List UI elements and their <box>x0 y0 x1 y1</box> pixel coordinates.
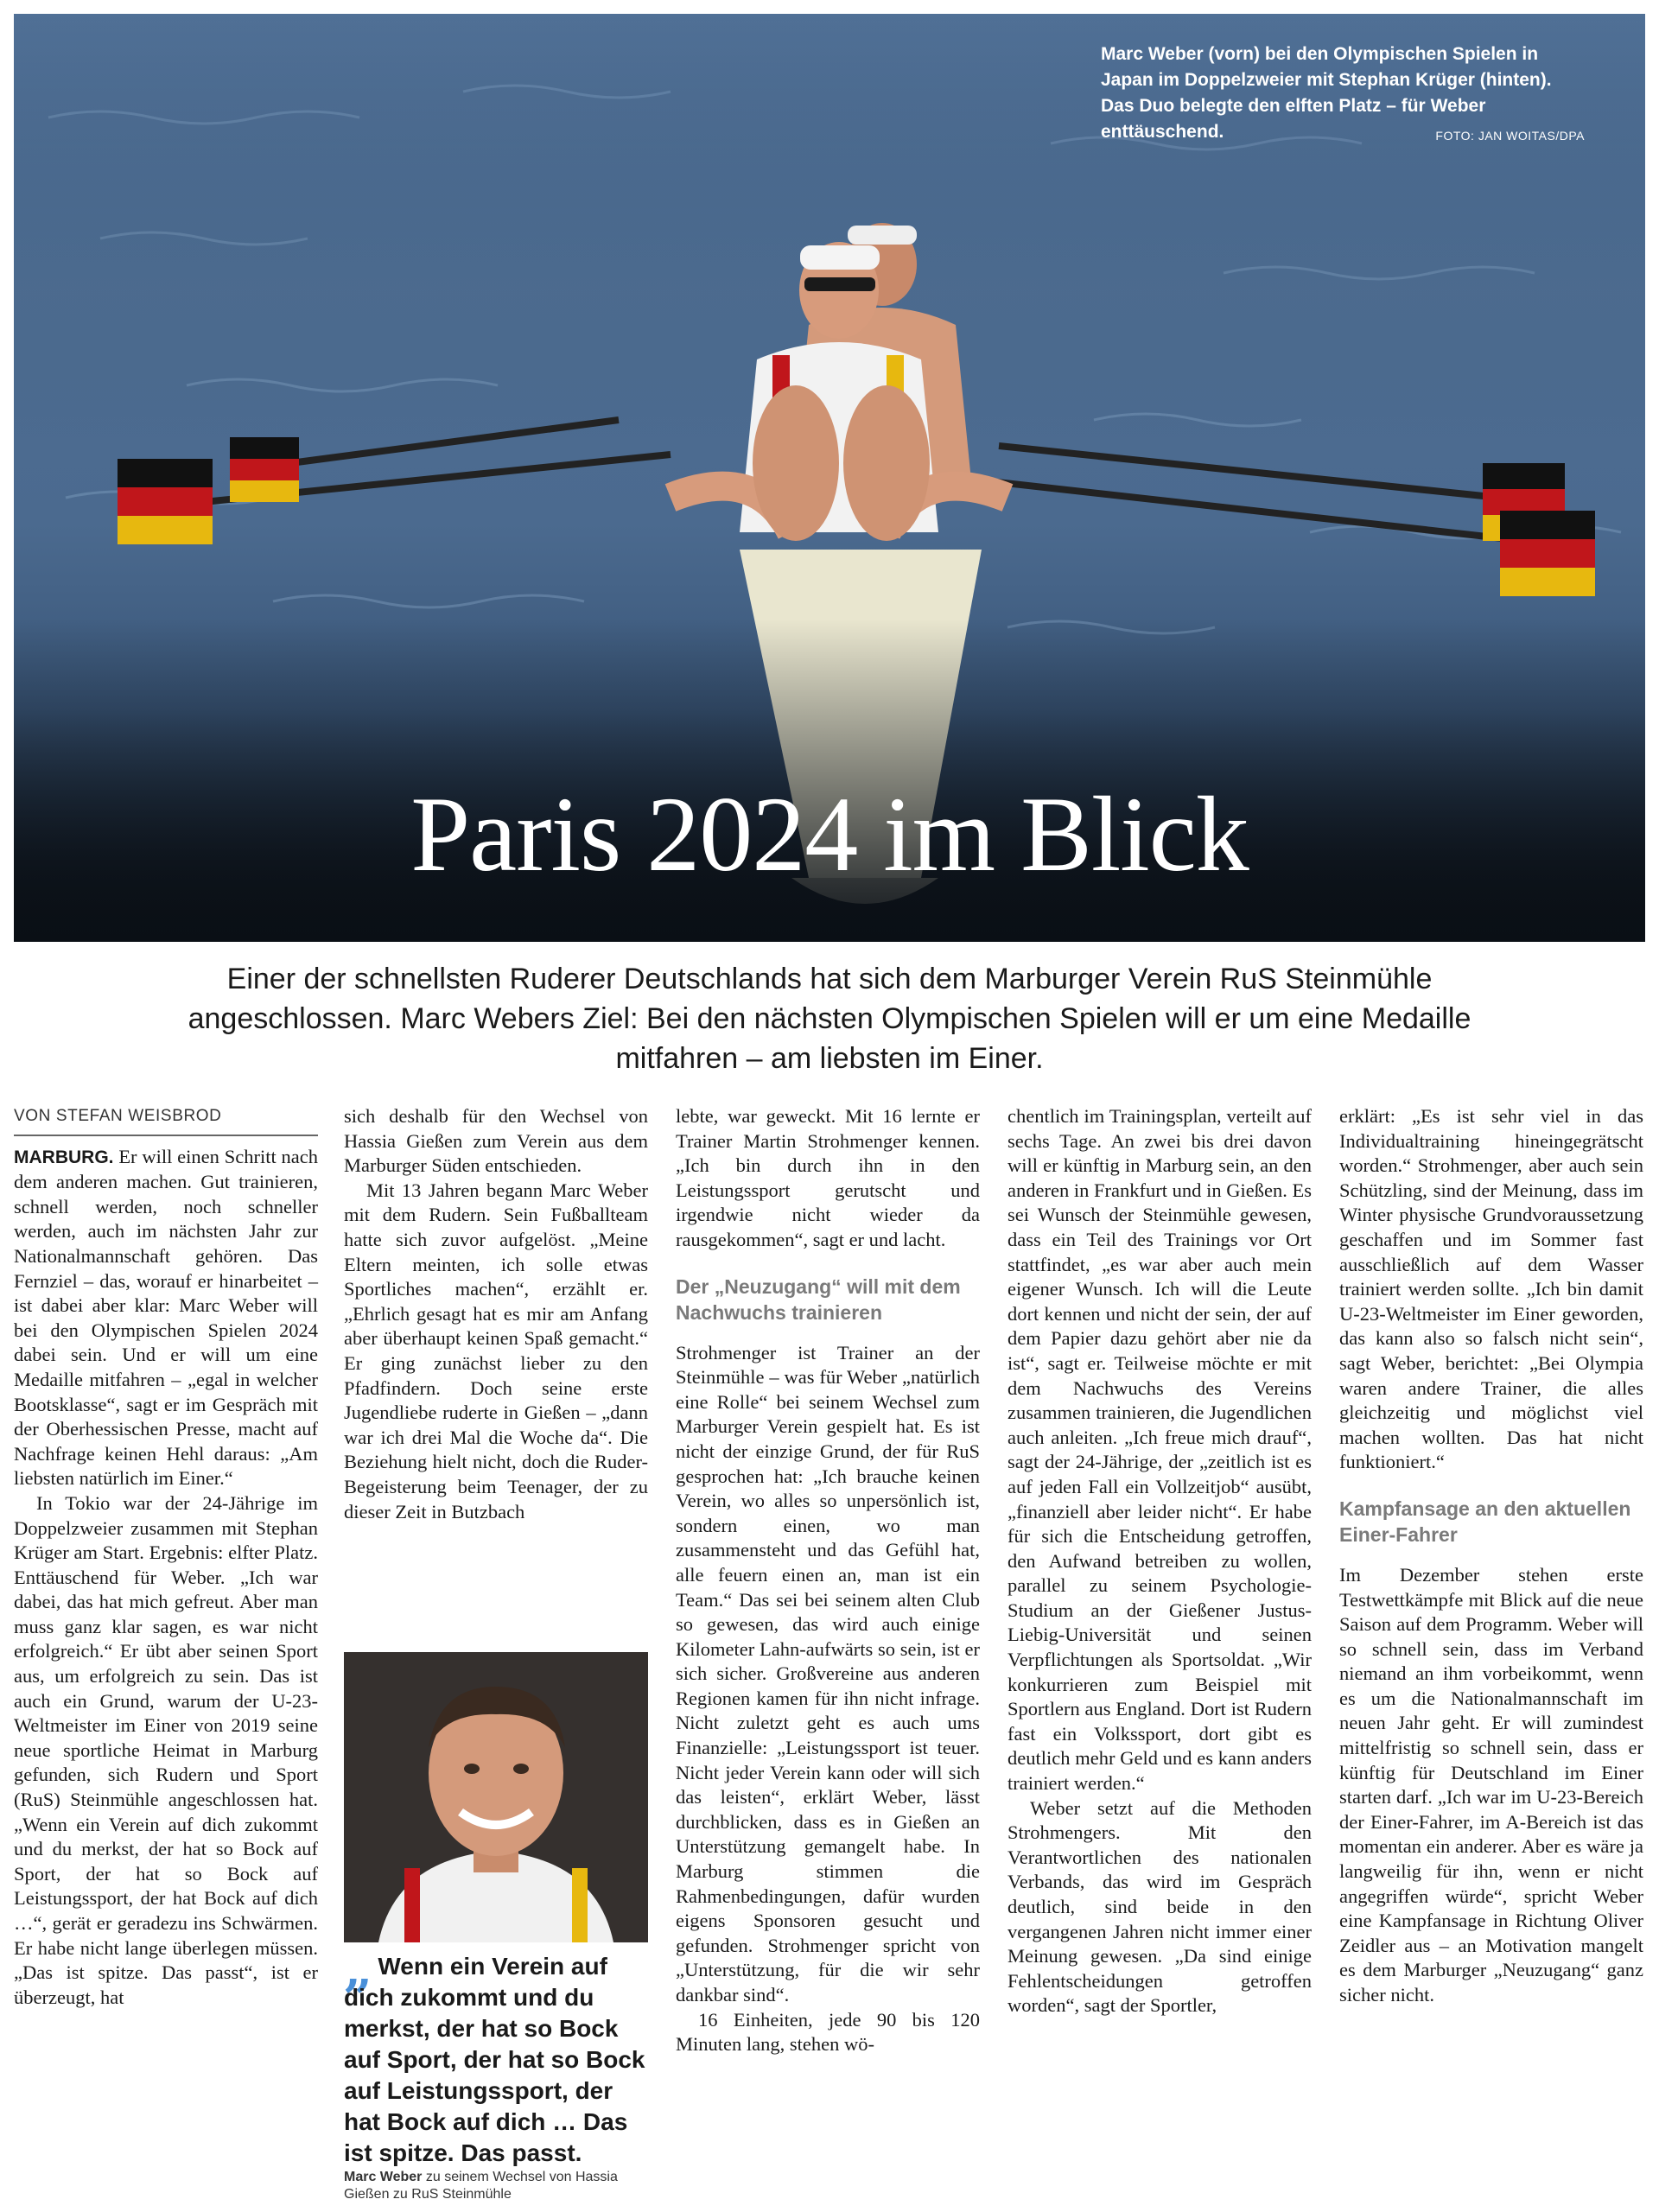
paragraph: erklärt: „Es ist sehr viel in das Individualtraining hineingegrätscht worden.“ Strohmenger, aber auch sein Schützling, sind der Meinung, dass im Winter physische Grundvoraussetzung geschaffen und im Sommer fast ausschließlich auf dem Wasser trainiert werden sollte. „Ich bin damit U-23-Weltmeister im Einer geworden, das kann also so falsch nicht sein“, sagt Weber, berichtet: „Bei Olympia waren andere Trainer, die alles gleichzeitig und möglichst viel machen wollten. Das hat nicht funktioniert.“ <box>1339 1105 1643 1473</box>
column-5 <box>1339 1104 1643 2008</box>
portrait-caption <box>344 2169 648 2203</box>
paragraph-text: Er will einen Schritt nach dem anderen machen. Gut trainieren, schnell werden, noch schneller werden, auch im nächsten Jahr zur Nationalmannschaft gehören. Das Fernziel – das, worauf er hinarbeitet – ist dabei aber klar: Marc Weber will bei den Olympischen Spielen 2024 dabei sein. Und er will um eine Medaille mitfahren – „egal in welcher Bootsklasse“, sagt er im Gespräch mit der Oberhessischen Presse, macht auf Nachfrage keinen Hehl daraus: „Am liebsten natürlich im Einer.“ <box>14 1145 318 1490</box>
column-3 <box>676 1104 980 2057</box>
pull-quote <box>344 1940 648 2169</box>
paragraph: lebte, war geweckt. Mit 16 lernte er Trainer Martin Strohmenger kennen. „Ich bin durch ihn in den Leistungssport gerutscht und irgendwie nicht wieder da rausgekommen“, sagt er und lacht. <box>676 1105 980 1250</box>
dateline: MARBURG. <box>14 1147 114 1167</box>
headline: Paris 2024 im Blick <box>410 775 1249 893</box>
photo-caption-text: Marc Weber (vorn) bei den Olympischen Spielen in Japan im Doppelzweier mit Stephan Krüger (hinten). Das Duo belegte den elften Platz – für Weber enttäuschend. <box>1101 44 1552 142</box>
portrait-caption-text: zu seinem Wechsel von Hassia Gießen zu RuS Steinmühle <box>344 2170 618 2202</box>
lead-paragraph: Einer der schnellsten Ruderer Deutschlands hat sich dem Marburger Verein RuS Steinmühle angeschlossen. Marc Webers Ziel: Bei den nächsten Olympischen Spielen will er um eine Medaille mitfahren – am liebsten im Einer. <box>188 963 1471 1075</box>
paragraph: sich deshalb für den Wechsel von Hassia Gießen zum Verein aus dem Marburger Süden entschieden. <box>344 1105 648 1177</box>
paragraph: Weber setzt auf die Methoden Strohmengers. Mit den Verantwortlichen des nationalen Verbands, das wird im Gespräch deutlich, sind beide in den vergangenen Jahren nicht immer einer Meinung gewesen. „Da sind einige Fehlentscheidungen getroffen worden“, sagt der Sportler, <box>1007 1796 1312 2017</box>
photo-caption <box>1101 41 1585 149</box>
quote-icon: „ <box>344 1940 373 1999</box>
subheading: Kampfansage an den aktuellen Einer-Fahrer <box>1339 1497 1631 1546</box>
column-2 <box>344 1104 648 1524</box>
pull-quote-text: Wenn ein Verein auf dich zukommt und du merkst, der hat so Bock auf Sport, der hat so Bock auf Leistungssport, der hat Bock auf dich … Das ist spitze. Das passt. <box>344 1953 645 2166</box>
paragraph: Strohmenger ist Trainer an der Steinmühle – was für Weber „natürlich eine Rolle“ bei seinem Wechsel zum Marburger Verein gespielt hat. Es ist nicht der einzige Grund, der für RuS gesprochen hat: „Ich brauche keinen Verein, wo alles so unpersönlich ist, sondern einen, wo man zusammensteht und das Gefühl hat, alle feuern einen an, man ist ein Team.“ Das sei bei seinem alten Club so gewesen, das wird auch einige Kilometer Lahn-aufwärts so sein, ist er sich sicher. Großvereine aus anderen Regionen kamen für ihn nicht infrage. Nicht zuletzt geht es auch ums Finanzielle: „Leistungssport ist teuer. Nicht jeder Verein kann oder will sich das leisten“, erklärt Weber, lässt durchblicken, dass es in Gießen an Unterstützung gemangelt habe. In Marburg stimmen die Rahmenbedingungen, dafür wurden eigens Sponsoren gesucht und gefunden. Strohmenger spricht von „Unterstützung, für die wir sehr dankbar sind“. <box>676 1341 980 2005</box>
paragraph <box>14 1145 318 1491</box>
byline: VON STEFAN WEISBROD <box>14 1104 318 1136</box>
portrait-photo <box>344 1652 648 1942</box>
hero-photo <box>14 14 1645 942</box>
column-4 <box>1007 1104 1312 2018</box>
oars-right <box>982 446 1595 596</box>
paragraph: Mit 13 Jahren begann Marc Weber mit dem Rudern. Sein Fußballteam hatte sich zuvor aufgelöst. „Meine Eltern meinten, ich solle etwas Sportliches machen“, erzählt er. „Ehrlich gesagt hat es mir am Anfang aber überhaupt keinen Spaß gemacht.“ Er ging zunächst lieber zu den Pfadfindern. Doch seine erste Jugendliebe ruderte in Gießen – „dann war ich drei Mal die Woche da“. Die Beziehung hielt nicht, doch die Ruder-Begeisterung beim Teenager, der zu dieser Zeit in Butzbach <box>344 1179 648 1522</box>
photo-credit: FOTO: JAN WOITAS/DPA <box>1435 129 1585 143</box>
paragraph: 16 Einheiten, jede 90 bis 120 Minuten lang, stehen wö- <box>676 2008 980 2056</box>
portrait-caption-name: Marc Weber <box>344 2170 423 2184</box>
paragraph: In Tokio war der 24-Jährige im Doppelzweier zusammen mit Stephan Krüger am Start. Ergebnis: elfter Platz. Enttäuschend für Weber. „Ich war dabei, das hat mich gefreut. Aber man muss ganz klar sagen, es war nicht erfolgreich.“ Er übt aber seinen Sport aus, um erfolgreich zu sein. Das ist auch ein Grund, warum der U-23-Weltmeister im Einer von 2019 seine neue sportliche Heimat in Marburg gefunden, sich Rudern und Sport (RuS) Steinmühle angeschlossen hat. „Wenn ein Verein auf dich zukommt und du merkst, der hat so Bock auf Sport, der hat so Bock auf Leistungssport, der hat Bock auf dich …“, gerät er geradezu ins Schwärmen. Er habe nicht lange überlegen müssen. „Das ist spitze. Das passt“, ist er überzeugt, hat <box>14 1491 318 2008</box>
subheading: Der „Neuzugang“ will mit dem Nachwuchs trainieren <box>676 1274 961 1324</box>
column-1 <box>14 1104 318 2010</box>
portrait-illustration <box>344 1652 648 1942</box>
paragraph: Im Dezember stehen erste Testwettkämpfe mit Blick auf die neue Saison auf dem Programm. Weber will so schnell sein, dass im Verband niemand an ihm vorbeikommt, wenn es um die Nationalmannschaft im neuen Jahr geht. Er will zumindest mittelfristig so schnell sein, dass er künftig für Deutschland im Einer starten darf. „Ich war im U-23-Bereich der Einer-Fahrer, im A-Bereich ist das momentan ein anderer. Aber es wäre ja langweilig für ihn, wenn er nicht angegriffen würde“, spricht Weber eine Kampfansage in Richtung Oliver Zeidler aus – an Motivation mangelt es dem Marburger „Neuzugang“ ganz sicher nicht. <box>1339 1563 1643 2005</box>
paragraph: chentlich im Trainingsplan, verteilt auf sechs Tage. An zwei bis drei davon will er künftig in Marburg sein, an den anderen in Frankfurt und in Gießen. Es sei Wunsch der Steinmühle gewesen, dass ein Teil des Trainings vor Ort stattfindet, „es war aber auch mein eigener Wunsch. Ich will die Leute dort kennen und nicht der sein, der auf dem Papier dazu gehört aber nie da ist“, sagt er. Teilweise möchte er mit dem Nachwuchs des Vereins zusammen trainieren, die Jugendlichen auch anleiten. „Ich freue mich drauf“, sagt der 24-Jährige, der „zeitlich ist es auf jeden Fall ein Vollzeitjob“ ausübt, „finanziell aber leider nicht“. Er habe für sich die Entscheidung getroffen, den Aufwand betreiben zu wollen, parallel zu seinem Psychologie-Studium an der Gießener Justus-Liebig-Universität und seinen Verpflichtungen als Sportsoldat. „Wir konkurrieren zum Beispiel mit Sportlern aus England. Dort ist Rudern fast ein Volkssport, dort gibt es deutlich mehr Geld und es kann anders trainiert werden.“ <box>1007 1105 1312 1795</box>
